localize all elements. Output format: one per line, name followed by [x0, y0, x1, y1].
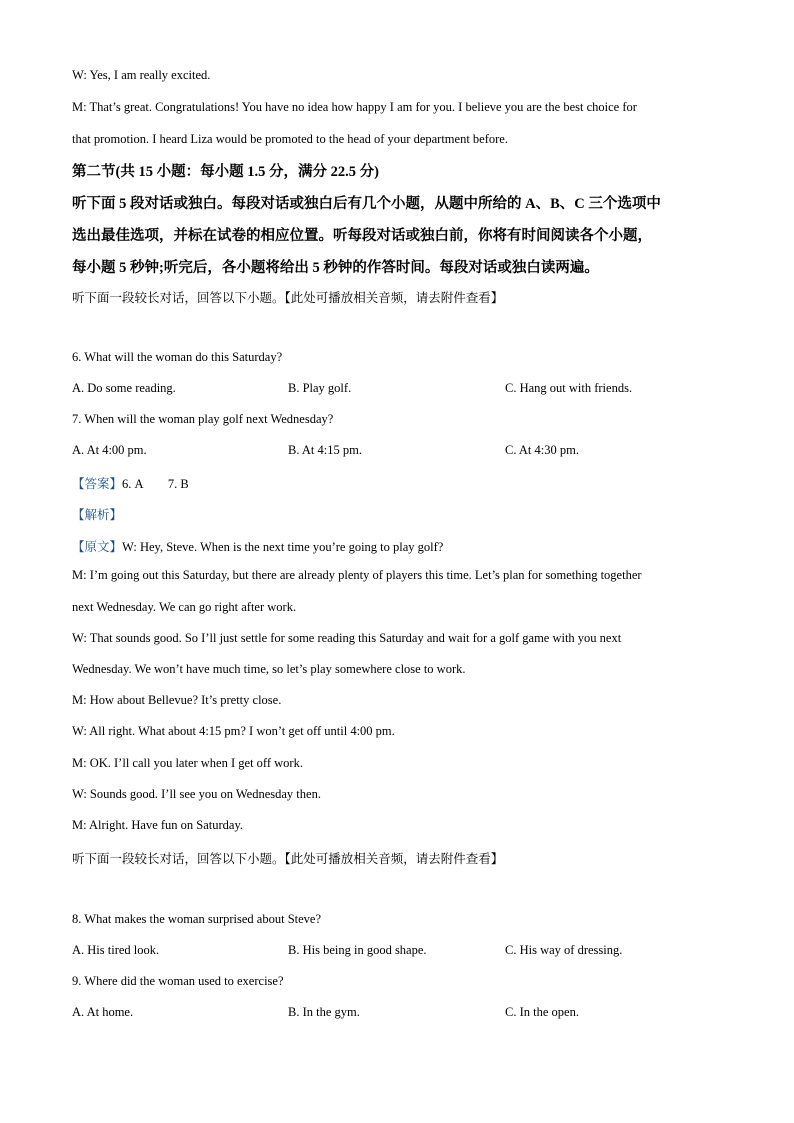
dialogue-line: W: Yes, I am really excited.: [72, 68, 211, 82]
transcript-line: next Wednesday. We can go right after work.: [72, 600, 297, 614]
question-8-option-c: C. His way of dressing.: [505, 943, 623, 957]
transcript-first-line: [72, 537, 443, 555]
question-9-option-a: A. At home.: [72, 1005, 134, 1019]
question-6-stem: 6. What will the woman do this Saturday?: [72, 350, 283, 364]
transcript-line: W: Sounds good. I’ll see you on Wednesday then.: [72, 787, 321, 801]
question-7-stem: 7. When will the woman play golf next Wednesday?: [72, 412, 334, 426]
section-title: 第二节(共 15 小题：每小题 1.5 分，满分 22.5 分): [72, 164, 379, 180]
section-instruction: 选出最佳选项，并标在试卷的相应位置。听每段对话或独白前，你将有时间阅读各个小题，: [72, 228, 652, 244]
answer-line: [72, 474, 189, 492]
listen-note: 听下面一段较长对话，回答以下小题。【此处可播放相关音频，请去附件查看】: [72, 852, 504, 866]
listen-note: 听下面一段较长对话，回答以下小题。【此处可播放相关音频，请去附件查看】: [72, 291, 504, 305]
question-9-option-b: B. In the gym.: [288, 1005, 360, 1019]
question-8-option-a: A. His tired look.: [72, 943, 160, 957]
answer-text: 6. A 7. B: [122, 477, 189, 491]
answer-label: 【答案】: [72, 477, 123, 491]
question-7-option-c: C. At 4:30 pm.: [505, 443, 579, 457]
transcript-line: M: Alright. Have fun on Saturday.: [72, 818, 244, 832]
question-6-option-c: C. Hang out with friends.: [505, 381, 633, 395]
question-8-option-b: B. His being in good shape.: [288, 943, 427, 957]
analysis-label: 【解析】: [72, 508, 123, 522]
transcript-line: M: OK. I’ll call you later when I get off work.: [72, 756, 303, 770]
question-6-option-a: A. Do some reading.: [72, 381, 176, 395]
dialogue-line: that promotion. I heard Liza would be promoted to the head of your department before.: [72, 132, 508, 146]
dialogue-line: M: That’s great. Congratulations! You have no idea how happy I am for you. I believe you are the best choice for: [72, 100, 637, 114]
question-7-option-a: A. At 4:00 pm.: [72, 443, 147, 457]
question-7-option-b: B. At 4:15 pm.: [288, 443, 362, 457]
question-9-option-c: C. In the open.: [505, 1005, 579, 1019]
question-8-stem: 8. What makes the woman surprised about Steve?: [72, 912, 322, 926]
transcript-label: 【原文】: [72, 540, 123, 554]
transcript-text: W: Hey, Steve. When is the next time you’re going to play golf?: [122, 540, 444, 554]
transcript-line: Wednesday. We won’t have much time, so let’s play somewhere close to work.: [72, 662, 466, 676]
transcript-line: W: All right. What about 4:15 pm? I won’t get off until 4:00 pm.: [72, 724, 395, 738]
section-instruction: 每小题 5 秒钟;听完后，各小题将给出 5 秒钟的作答时间。每段对话或独白读两遍。: [72, 260, 599, 276]
transcript-line: W: That sounds good. So I’ll just settle for some reading this Saturday and wait for a golf game with you next: [72, 631, 622, 645]
transcript-line: M: How about Bellevue? It’s pretty close.: [72, 693, 282, 707]
transcript-line: M: I’m going out this Saturday, but there are already plenty of players this time. Let’s plan for something together: [72, 568, 642, 582]
section-instruction: 听下面 5 段对话或独白。每段对话或独白后有几个小题，从题中所给的 A、B、C 三个选项中: [72, 196, 661, 212]
question-9-stem: 9. Where did the woman used to exercise?: [72, 974, 284, 988]
question-6-option-b: B. Play golf.: [288, 381, 352, 395]
